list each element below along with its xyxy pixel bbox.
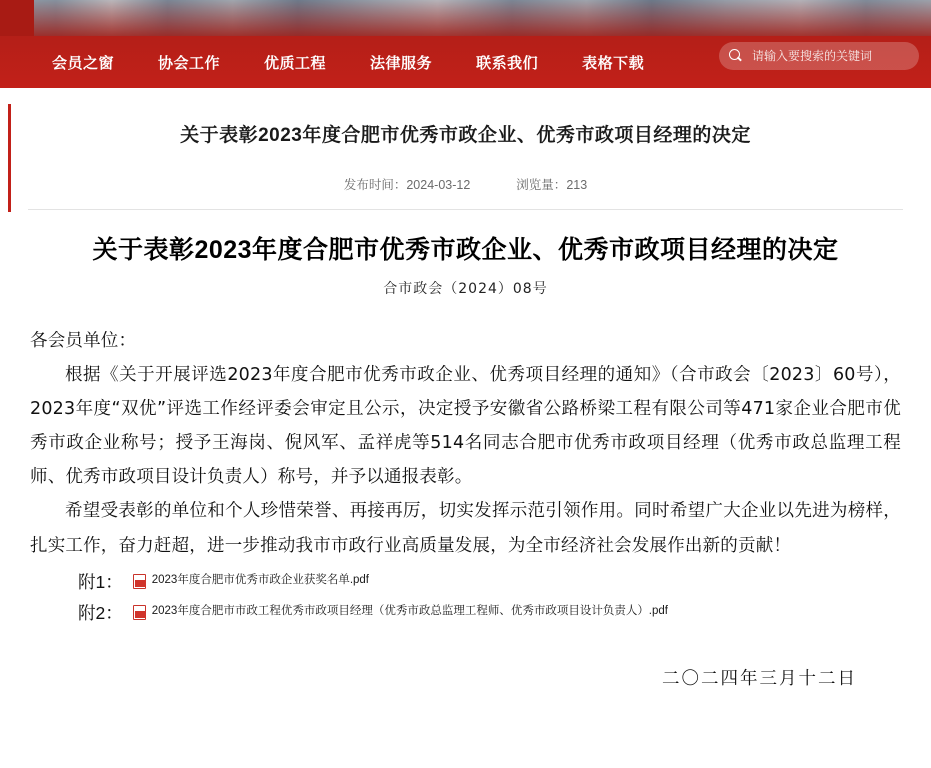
list-item[interactable] [78,569,901,594]
search-icon[interactable] [729,49,743,63]
paragraph-2: 希望受表彰的单位和个人珍惜荣誉、再接再厉，切实发挥示范引领作用。同时希望广大企业以先进为榜样，扎实工作，奋力赶超，进一步推动我市市政行业高质量发展，为全市经济社会发展作出新的贡献！ [30,501,901,556]
view-count [516,175,587,193]
article-page [0,88,931,768]
nav-item-form-download[interactable]: 表格下载 [582,54,645,72]
attachment-link[interactable]: 2023年度合肥市优秀市政企业获奖名单.pdf [151,574,369,587]
search-input[interactable] [750,48,909,64]
left-accent-rule [8,104,11,212]
attachment-link[interactable]: 2023年度合肥市市政工程优秀市政项目经理（优秀市政总监理工程师、优秀市政项目设计负责人）.pdf [151,605,668,618]
pdf-icon [133,605,146,620]
publish-time-label: 发布时间： [343,177,407,192]
publish-time-value: 2024-03-12 [406,177,471,192]
article-meta [60,175,871,193]
nav-item-legal-services[interactable]: 法律服务 [370,54,433,72]
nav-item-members[interactable]: 会员之窗 [52,54,115,72]
attachment-list [30,569,901,625]
document-content [30,324,901,563]
nav-item-quality-projects[interactable]: 优质工程 [264,54,327,72]
nav-item-contact[interactable]: 联系我们 [476,54,539,72]
search-box[interactable] [719,42,919,70]
paragraph-1: 根据《关于开展评选2023年度合肥市优秀市政企业、优秀项目经理的通知》（合市政会〔2023〕60号），2023年度“双优”评选工作经评委会审定且公示，决定授予安徽省公路桥梁工程有限公司等471家企业合肥市优秀市政企业称号；授予王海岗、倪风军、孟祥虎等514名同志合肥市优秀市政项目经理（优秀市政总监理工程师、优秀市政项目设计负责人）称号，并予以通报表彰。 [30,364,901,488]
document-number: 合市政会（2024）08号 [383,280,548,297]
page-title: 关于表彰2023年度合肥市优秀市政企业、优秀市政项目经理的决定 [180,125,751,146]
banner-photo [0,0,931,36]
article-header [0,88,931,193]
salutation: 各会员单位： [30,330,137,351]
document-title: 关于表彰2023年度合肥市优秀市政企业、优秀市政项目经理的决定 [92,235,839,264]
attachment-label: 附2： [78,602,123,623]
pdf-icon [133,574,146,589]
document-body [0,210,931,690]
list-item[interactable] [78,600,901,625]
nav-item-association-work[interactable]: 协会工作 [158,54,221,72]
attachment-label: 附1： [78,571,123,592]
view-count-label: 浏览量： [516,177,567,192]
view-count-value: 213 [566,177,588,192]
banner-red-block [0,0,34,36]
document-sign-date: 二〇二四年三月十二日 [662,668,857,689]
publish-time [344,175,470,193]
site-banner [0,0,931,88]
